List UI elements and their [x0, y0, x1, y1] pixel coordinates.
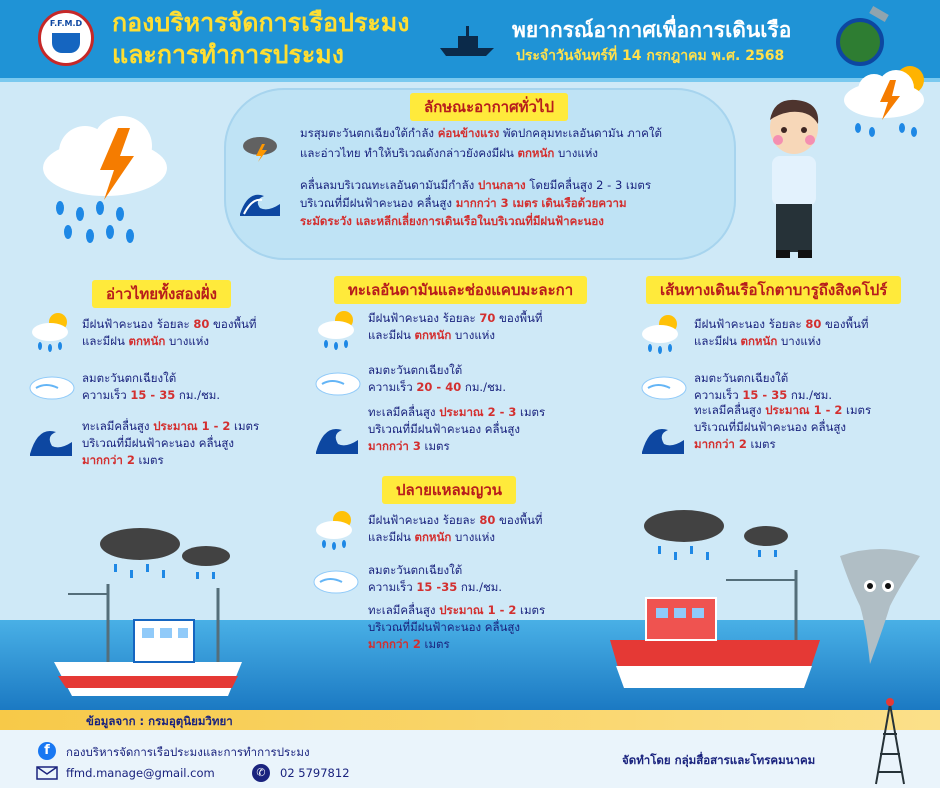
general-p1-line1: มรสุมตะวันตกเฉียงใต้กำลัง ค่อนข้างแรง พัดปกคลุมทะเลอันดามัน ภาคใต้: [300, 126, 662, 140]
general-p2-line3: ระมัดระวัง และหลีกเลี่ยงการเดินเรือในบริเวณที่มีฝนฟ้าคะนอง: [300, 214, 604, 228]
general-p2-line2: บริเวณที่มีฝนฟ้าคะนอง คลื่นสูง มากกว่า 3 เมตร เดินเรือด้วยความ: [300, 196, 627, 210]
wave-icon: [238, 186, 282, 218]
wind-cloud-icon: [314, 368, 362, 398]
sailor-character-illustration: [754, 96, 834, 260]
region3-wave-text: ทะเลมีคลื่นสูง ประมาณ 1 - 2 เมตร บริเวณที่มีฝนฟ้าคะนอง คลื่นสูง มากกว่า 2 เมตร: [694, 403, 872, 451]
logo-ship-icon: [52, 33, 80, 53]
data-source: ข้อมูลจาก : กรมอุตุนิยมวิทยา: [86, 714, 233, 728]
region2-wind-text: ลมตะวันตกเฉียงใต้ ความเร็ว 20 - 40 กม./ชม.: [368, 363, 506, 394]
made-by-credit: จัดทำโดย กลุ่มสื่อสารและโทรคมนาคม: [622, 753, 816, 767]
phone-icon: ✆: [252, 764, 270, 782]
ffmd-logo: [38, 10, 94, 66]
wind-cloud-icon: [28, 372, 76, 402]
region-heading-kotabaru: เส้นทางเดินเรือโกตาบารูถึงสิงคโปร์: [646, 276, 901, 304]
wind-cloud-icon: [640, 372, 688, 402]
dark-rain-cloud-icon: [240, 132, 280, 162]
region4-rain-text: มีฝนฟ้าคะนอง ร้อยละ 80 ของพื้นที่ และมีฝน ตกหนัก บางแห่ง: [368, 513, 543, 544]
fishing-boat-left-illustration: [48, 584, 248, 702]
wave-icon: [28, 422, 74, 458]
region3-rain-text: มีฝนฟ้าคะนอง ร้อยละ 80 ของพื้นที่ และมีฝน ตกหนัก บางแห่ง: [694, 317, 869, 348]
region1-rain-text: มีฝนฟ้าคะนอง ร้อยละ 80 ของพื้นที่ และมีฝน ตกหนัก บางแห่ง: [82, 317, 257, 348]
region-heading-gulf: อ่าวไทยทั้งสองฝั่ง: [92, 280, 231, 308]
footer: [0, 730, 940, 788]
sun-rain-cloud-icon: [314, 508, 358, 552]
patrol-boat-icon: [438, 22, 498, 62]
forecast-date: ประจำวันจันทร์ที่ 14 กรกฎาคม พ.ศ. 2568: [516, 48, 785, 64]
general-weather-panel: [224, 88, 736, 260]
region3-wind-text: ลมตะวันตกเฉียงใต้ ความเร็ว 15 - 35 กม./ชม.: [694, 371, 832, 402]
org-name-line1: กองบริหารจัดการเรือประมง: [112, 8, 410, 37]
facebook-page-link[interactable]: กองบริหารจัดการเรือประมงและการทำการประมง: [66, 745, 310, 759]
title-box: [496, 14, 826, 64]
sun-rain-cloud-icon: [30, 310, 74, 354]
satellite-globe-icon: [830, 6, 894, 70]
wave-icon: [640, 420, 686, 456]
sun-rain-cloud-icon: [640, 312, 684, 356]
region2-rain-text: มีฝนฟ้าคะนอง ร้อยละ 70 ของพื้นที่ และมีฝน ตกหนัก บางแห่ง: [368, 311, 543, 342]
phone-number[interactable]: 02 5797812: [280, 766, 350, 780]
region-heading-ca-mau: ปลายแหลมญวน: [382, 476, 516, 504]
general-heading: ลักษณะอากาศทั่วไป: [410, 93, 568, 121]
region4-wave-text: ทะเลมีคลื่นสูง ประมาณ 1 - 2 เมตร บริเวณที่มีฝนฟ้าคะนอง คลื่นสูง มากกว่า 2 เมตร: [368, 603, 546, 651]
source-bar: [0, 710, 940, 730]
logo-text: F.F.M.D: [49, 19, 83, 28]
sun-rain-cloud-icon: [316, 308, 360, 352]
storm-cloud-icon: [30, 108, 180, 248]
general-p2-line1: คลื่นลมบริเวณทะเลอันดามันมีกำลัง ปานกลาง โดยมีคลื่นสูง 2 - 3 เมตร: [300, 178, 652, 192]
general-p1-line2: และอ่าวไทย ทำให้บริเวณดังกล่าวยังคงมีฝน ตกหนัก บางแห่ง: [300, 146, 598, 160]
region2-wave-text: ทะเลมีคลื่นสูง ประมาณ 2 - 3 เมตร บริเวณที่มีฝนฟ้าคะนอง คลื่นสูง มากกว่า 3 เมตร: [368, 405, 546, 453]
region-heading-andaman: ทะเลอันดามันและช่องแคบมะละกา: [334, 276, 587, 304]
region1-wind-text: ลมตะวันตกเฉียงใต้ ความเร็ว 15 - 35 กม./ชม.: [82, 371, 220, 402]
dark-rain-clouds-icon: [96, 520, 236, 590]
email-link[interactable]: ffmd.manage@gmail.com: [66, 766, 215, 780]
region1-wave-text: ทะเลมีคลื่นสูง ประมาณ 1 - 2 เมตร บริเวณที่มีฝนฟ้าคะนอง คลื่นสูง มากกว่า 2 เมตร: [82, 419, 260, 467]
email-icon: [36, 766, 58, 780]
facebook-icon[interactable]: f: [38, 742, 56, 760]
tornado-character-illustration: [830, 546, 930, 670]
header-divider: [0, 78, 940, 82]
sun-storm-cloud-icon: [838, 62, 934, 142]
region4-wind-text: ลมตะวันตกเฉียงใต้ ความเร็ว 15 -35 กม./ชม.: [368, 563, 502, 594]
header-bar: [0, 0, 940, 78]
wind-cloud-icon: [312, 566, 360, 596]
page-title: พยากรณ์อากาศเพื่อการเดินเรือ: [512, 18, 792, 42]
fishing-boat-right-illustration: [606, 570, 826, 698]
radio-tower-icon: [870, 694, 910, 786]
org-name-line2: และการทำการประมง: [112, 40, 344, 69]
dark-rain-clouds-icon: [640, 506, 790, 566]
wave-icon: [314, 420, 360, 456]
